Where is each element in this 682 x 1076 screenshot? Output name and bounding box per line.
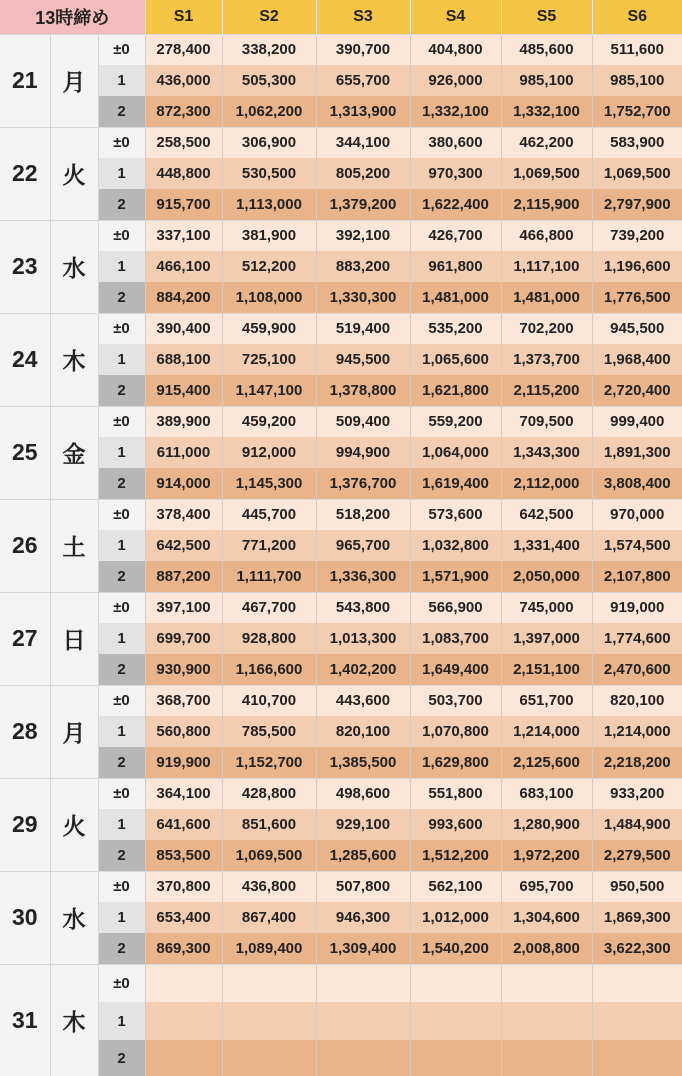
price-cell: 1,147,100 [222, 375, 316, 406]
price-cell: 928,800 [222, 623, 316, 654]
weekday-label: 木 [50, 964, 98, 1076]
price-cell: 1,968,400 [592, 344, 682, 375]
price-cell: 642,500 [501, 499, 592, 530]
day-number: 21 [0, 34, 50, 127]
level-label: 2 [98, 96, 145, 127]
price-cell: 1,343,300 [501, 437, 592, 468]
table-row [0, 809, 682, 840]
price-cell: 1,481,000 [501, 282, 592, 313]
price-cell: 505,300 [222, 65, 316, 96]
price-cell: 651,700 [501, 685, 592, 716]
price-cell [222, 964, 316, 1002]
level-label: 2 [98, 189, 145, 220]
level-label: 1 [98, 158, 145, 189]
price-cell: 2,125,600 [501, 747, 592, 778]
price-cell: 368,700 [145, 685, 222, 716]
price-cell: 381,900 [222, 220, 316, 251]
table-row [0, 902, 682, 933]
level-label: ±0 [98, 220, 145, 251]
column-header-s1: S1 [145, 0, 222, 34]
price-cell: 1,309,400 [316, 933, 410, 964]
price-cell: 344,100 [316, 127, 410, 158]
cutoff-label: 13時締め [0, 0, 145, 34]
price-cell: 820,100 [592, 685, 682, 716]
weekday-label: 水 [50, 220, 98, 313]
price-cell: 1,622,400 [410, 189, 501, 220]
day-number: 24 [0, 313, 50, 406]
price-cell: 950,500 [592, 871, 682, 902]
price-cell: 961,800 [410, 251, 501, 282]
price-cell: 929,100 [316, 809, 410, 840]
table-row [0, 406, 682, 437]
price-cell: 338,200 [222, 34, 316, 65]
price-cell: 462,200 [501, 127, 592, 158]
price-cell: 914,000 [145, 468, 222, 499]
price-cell: 485,600 [501, 34, 592, 65]
price-cell: 543,800 [316, 592, 410, 623]
price-cell: 985,100 [501, 65, 592, 96]
price-cell: 965,700 [316, 530, 410, 561]
price-cell: 1,313,900 [316, 96, 410, 127]
price-cell: 392,100 [316, 220, 410, 251]
price-cell: 1,166,600 [222, 654, 316, 685]
table-row [0, 220, 682, 251]
price-cell: 709,500 [501, 406, 592, 437]
level-label: ±0 [98, 34, 145, 65]
day-number: 29 [0, 778, 50, 871]
price-cell: 1,484,900 [592, 809, 682, 840]
price-cell: 518,200 [316, 499, 410, 530]
level-label: 1 [98, 530, 145, 561]
price-cell: 970,000 [592, 499, 682, 530]
level-label: 1 [98, 809, 145, 840]
price-cell: 404,800 [410, 34, 501, 65]
day-number: 23 [0, 220, 50, 313]
price-cell: 1,540,200 [410, 933, 501, 964]
column-header-s5: S5 [501, 0, 592, 34]
price-cell: 945,500 [592, 313, 682, 344]
price-cell: 2,279,500 [592, 840, 682, 871]
price-cell: 583,900 [592, 127, 682, 158]
price-cell: 1,891,300 [592, 437, 682, 468]
price-cell [501, 964, 592, 1002]
price-cell: 278,400 [145, 34, 222, 65]
price-cell [592, 1040, 682, 1076]
table-row [0, 344, 682, 375]
price-cell: 1,304,600 [501, 902, 592, 933]
level-label: ±0 [98, 778, 145, 809]
price-cell: 1,332,100 [410, 96, 501, 127]
price-cell: 915,700 [145, 189, 222, 220]
price-cell: 2,008,800 [501, 933, 592, 964]
table-row [0, 933, 682, 964]
table-row [0, 623, 682, 654]
price-cell: 867,400 [222, 902, 316, 933]
price-cell: 1,280,900 [501, 809, 592, 840]
price-cell: 771,200 [222, 530, 316, 561]
price-cell: 883,200 [316, 251, 410, 282]
price-cell: 1,285,600 [316, 840, 410, 871]
level-label: ±0 [98, 127, 145, 158]
price-cell: 869,300 [145, 933, 222, 964]
table-row [0, 313, 682, 344]
price-cell: 642,500 [145, 530, 222, 561]
price-cell: 1,332,100 [501, 96, 592, 127]
level-label: 1 [98, 437, 145, 468]
price-cell: 946,300 [316, 902, 410, 933]
price-cell: 306,900 [222, 127, 316, 158]
price-cell: 1,774,600 [592, 623, 682, 654]
weekday-label: 火 [50, 778, 98, 871]
price-cell: 1,869,300 [592, 902, 682, 933]
table-row [0, 65, 682, 96]
price-cell: 426,700 [410, 220, 501, 251]
table-row [0, 654, 682, 685]
day-number: 25 [0, 406, 50, 499]
price-cell: 1,512,200 [410, 840, 501, 871]
price-cell: 611,000 [145, 437, 222, 468]
price-cell: 1,330,300 [316, 282, 410, 313]
price-cell: 1,012,000 [410, 902, 501, 933]
price-cell: 2,470,600 [592, 654, 682, 685]
price-cell: 3,808,400 [592, 468, 682, 499]
table-row [0, 158, 682, 189]
level-label: 1 [98, 902, 145, 933]
level-label: ±0 [98, 499, 145, 530]
price-cell: 1,574,500 [592, 530, 682, 561]
price-cell: 851,600 [222, 809, 316, 840]
level-label: 1 [98, 623, 145, 654]
price-cell: 688,100 [145, 344, 222, 375]
weekday-label: 月 [50, 685, 98, 778]
level-label: 2 [98, 933, 145, 964]
price-cell: 1,089,400 [222, 933, 316, 964]
price-cell: 535,200 [410, 313, 501, 344]
price-cell: 1,065,600 [410, 344, 501, 375]
price-cell: 2,720,400 [592, 375, 682, 406]
price-cell: 1,481,000 [410, 282, 501, 313]
price-cell: 699,700 [145, 623, 222, 654]
price-cell: 511,600 [592, 34, 682, 65]
level-label: 1 [98, 251, 145, 282]
price-cell: 887,200 [145, 561, 222, 592]
column-header-s3: S3 [316, 0, 410, 34]
price-cell [222, 1040, 316, 1076]
table-row [0, 34, 682, 65]
level-label: ±0 [98, 592, 145, 623]
price-cell [145, 1040, 222, 1076]
price-cell: 397,100 [145, 592, 222, 623]
price-cell: 1,113,000 [222, 189, 316, 220]
price-cell: 695,700 [501, 871, 592, 902]
price-cell: 1,083,700 [410, 623, 501, 654]
day-number: 27 [0, 592, 50, 685]
table-row [0, 964, 682, 1002]
price-cell: 1,649,400 [410, 654, 501, 685]
weekday-label: 月 [50, 34, 98, 127]
table-row [0, 530, 682, 561]
day-number: 22 [0, 127, 50, 220]
price-cell: 410,700 [222, 685, 316, 716]
price-cell: 1,629,800 [410, 747, 501, 778]
price-cell: 919,000 [592, 592, 682, 623]
price-cell: 467,700 [222, 592, 316, 623]
price-cell: 3,622,300 [592, 933, 682, 964]
price-cell: 915,400 [145, 375, 222, 406]
price-cell: 389,900 [145, 406, 222, 437]
price-cell: 785,500 [222, 716, 316, 747]
column-header-s2: S2 [222, 0, 316, 34]
price-cell: 509,400 [316, 406, 410, 437]
price-cell: 993,600 [410, 809, 501, 840]
price-cell: 466,100 [145, 251, 222, 282]
price-cell: 378,400 [145, 499, 222, 530]
price-cell: 445,700 [222, 499, 316, 530]
table-row [0, 871, 682, 902]
price-cell: 884,200 [145, 282, 222, 313]
weekday-label: 木 [50, 313, 98, 406]
price-cell: 1,064,000 [410, 437, 501, 468]
level-label: 2 [98, 747, 145, 778]
price-cell: 436,800 [222, 871, 316, 902]
price-cell: 1,032,800 [410, 530, 501, 561]
weekday-label: 日 [50, 592, 98, 685]
price-cell: 2,107,800 [592, 561, 682, 592]
day-number: 30 [0, 871, 50, 964]
price-cell [501, 1002, 592, 1040]
price-cell: 1,196,600 [592, 251, 682, 282]
price-cell: 1,379,200 [316, 189, 410, 220]
price-cell: 436,000 [145, 65, 222, 96]
price-cell: 1,069,500 [592, 158, 682, 189]
price-cell: 926,000 [410, 65, 501, 96]
level-label: ±0 [98, 871, 145, 902]
price-cell: 805,200 [316, 158, 410, 189]
price-cell: 1,752,700 [592, 96, 682, 127]
table-row [0, 592, 682, 623]
price-cell: 912,000 [222, 437, 316, 468]
table-row [0, 375, 682, 406]
weekday-label: 土 [50, 499, 98, 592]
table-row [0, 282, 682, 313]
price-cell: 1,070,800 [410, 716, 501, 747]
level-label: 2 [98, 1040, 145, 1076]
price-cell: 1,117,100 [501, 251, 592, 282]
price-cell: 1,397,000 [501, 623, 592, 654]
price-cell: 390,700 [316, 34, 410, 65]
price-cell: 1,214,000 [501, 716, 592, 747]
price-cell [410, 1002, 501, 1040]
level-label: 2 [98, 282, 145, 313]
price-cell: 507,800 [316, 871, 410, 902]
level-label: 1 [98, 1002, 145, 1040]
price-cell: 702,200 [501, 313, 592, 344]
price-cell: 1,619,400 [410, 468, 501, 499]
level-label: ±0 [98, 313, 145, 344]
price-cell: 2,115,900 [501, 189, 592, 220]
price-cell: 443,600 [316, 685, 410, 716]
day-number: 31 [0, 964, 50, 1076]
price-cell [316, 1002, 410, 1040]
price-cell [592, 1002, 682, 1040]
table-row [0, 499, 682, 530]
price-cell: 725,100 [222, 344, 316, 375]
table-row [0, 747, 682, 778]
price-cell: 448,800 [145, 158, 222, 189]
level-label: 1 [98, 65, 145, 96]
price-cell: 1,331,400 [501, 530, 592, 561]
price-cell: 1,571,900 [410, 561, 501, 592]
price-cell [410, 1040, 501, 1076]
price-cell: 919,900 [145, 747, 222, 778]
price-cell: 1,373,700 [501, 344, 592, 375]
price-cell: 2,115,200 [501, 375, 592, 406]
column-header-s4: S4 [410, 0, 501, 34]
price-cell: 1,069,500 [501, 158, 592, 189]
price-cell [316, 1040, 410, 1076]
price-cell: 551,800 [410, 778, 501, 809]
table-row [0, 437, 682, 468]
price-cell: 2,112,000 [501, 468, 592, 499]
price-cell: 428,800 [222, 778, 316, 809]
price-cell: 930,900 [145, 654, 222, 685]
day-number: 26 [0, 499, 50, 592]
table-body [0, 34, 682, 1076]
level-label: 2 [98, 375, 145, 406]
level-label: ±0 [98, 964, 145, 1002]
price-cell: 1,336,300 [316, 561, 410, 592]
price-cell: 641,600 [145, 809, 222, 840]
price-cell [501, 1040, 592, 1076]
price-cell: 872,300 [145, 96, 222, 127]
price-cell: 380,600 [410, 127, 501, 158]
table-row [0, 96, 682, 127]
price-cell: 1,972,200 [501, 840, 592, 871]
price-cell: 559,200 [410, 406, 501, 437]
level-label: 2 [98, 468, 145, 499]
price-cell: 519,400 [316, 313, 410, 344]
price-cell: 2,050,000 [501, 561, 592, 592]
price-cell [145, 964, 222, 1002]
price-cell [145, 1002, 222, 1040]
price-cell: 1,062,200 [222, 96, 316, 127]
header-row [0, 0, 682, 34]
price-cell [410, 964, 501, 1002]
price-cell: 562,100 [410, 871, 501, 902]
price-cell: 2,797,900 [592, 189, 682, 220]
level-label: ±0 [98, 685, 145, 716]
price-cell: 999,400 [592, 406, 682, 437]
price-cell: 1,111,700 [222, 561, 316, 592]
price-cell: 1,214,000 [592, 716, 682, 747]
weekday-label: 水 [50, 871, 98, 964]
price-cell: 466,800 [501, 220, 592, 251]
day-number: 28 [0, 685, 50, 778]
price-cell: 390,400 [145, 313, 222, 344]
price-cell: 1,621,800 [410, 375, 501, 406]
level-label: ±0 [98, 406, 145, 437]
price-cell: 258,500 [145, 127, 222, 158]
price-cell: 1,385,500 [316, 747, 410, 778]
price-cell: 1,069,500 [222, 840, 316, 871]
price-cell [222, 1002, 316, 1040]
table-row [0, 716, 682, 747]
price-cell: 566,900 [410, 592, 501, 623]
level-label: 1 [98, 716, 145, 747]
table-row [0, 251, 682, 282]
price-cell: 573,600 [410, 499, 501, 530]
price-cell: 503,700 [410, 685, 501, 716]
table-row [0, 561, 682, 592]
price-cell: 683,100 [501, 778, 592, 809]
table-row [0, 685, 682, 716]
price-cell: 498,600 [316, 778, 410, 809]
price-cell: 970,300 [410, 158, 501, 189]
price-cell: 653,400 [145, 902, 222, 933]
price-cell: 530,500 [222, 158, 316, 189]
price-cell: 1,376,700 [316, 468, 410, 499]
table-row [0, 778, 682, 809]
table-row [0, 840, 682, 871]
weekday-label: 火 [50, 127, 98, 220]
table-row [0, 1002, 682, 1040]
price-cell: 512,200 [222, 251, 316, 282]
weekday-label: 金 [50, 406, 98, 499]
price-cell [592, 964, 682, 1002]
price-cell: 1,145,300 [222, 468, 316, 499]
table-row [0, 127, 682, 158]
price-cell: 739,200 [592, 220, 682, 251]
price-cell: 655,700 [316, 65, 410, 96]
column-header-s6: S6 [592, 0, 682, 34]
level-label: 1 [98, 344, 145, 375]
price-cell: 994,900 [316, 437, 410, 468]
price-cell: 1,152,700 [222, 747, 316, 778]
price-cell: 1,776,500 [592, 282, 682, 313]
price-cell: 1,378,800 [316, 375, 410, 406]
price-cell: 459,200 [222, 406, 316, 437]
level-label: 2 [98, 840, 145, 871]
price-cell [316, 964, 410, 1002]
table-row [0, 468, 682, 499]
price-cell: 745,000 [501, 592, 592, 623]
price-cell: 820,100 [316, 716, 410, 747]
price-cell: 2,151,100 [501, 654, 592, 685]
price-cell: 370,800 [145, 871, 222, 902]
price-cell: 2,218,200 [592, 747, 682, 778]
price-cell: 1,108,000 [222, 282, 316, 313]
price-cell: 853,500 [145, 840, 222, 871]
table-row [0, 1040, 682, 1076]
level-label: 2 [98, 561, 145, 592]
price-cell: 985,100 [592, 65, 682, 96]
price-cell: 459,900 [222, 313, 316, 344]
price-cell: 364,100 [145, 778, 222, 809]
price-cell: 945,500 [316, 344, 410, 375]
table-row [0, 189, 682, 220]
price-cell: 933,200 [592, 778, 682, 809]
price-cell: 560,800 [145, 716, 222, 747]
price-cell: 337,100 [145, 220, 222, 251]
price-cell: 1,402,200 [316, 654, 410, 685]
price-cell: 1,013,300 [316, 623, 410, 654]
level-label: 2 [98, 654, 145, 685]
